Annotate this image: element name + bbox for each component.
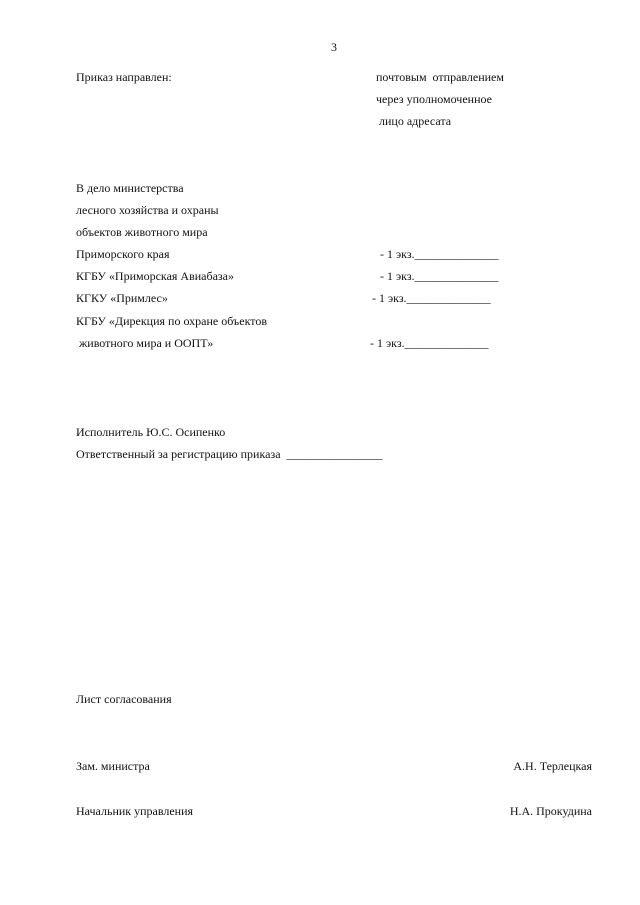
approval-role-2: Начальник управления: [76, 804, 194, 818]
recipient-line-1: В дело министерства: [76, 181, 184, 195]
recipient-line-3: объектов животного мира: [76, 225, 208, 239]
recipient-line-6: КГКУ «Примлес»: [76, 291, 168, 305]
approval-name-1: А.Н. Терлецкая: [513, 759, 592, 773]
recipient-copy-5: - 1 экз.______________: [380, 269, 499, 283]
sent-label: Приказ направлен:: [76, 70, 172, 84]
sent-method-line-1: почтовым отправлением: [376, 70, 504, 84]
approval-name-2: Н.А. Прокудина: [509, 804, 592, 818]
recipient-line-2: лесного хозяйства и охраны: [76, 203, 219, 217]
recipient-line-5: КГБУ «Приморская Авиабаза»: [76, 269, 234, 283]
approval-title: Лист согласования: [76, 692, 172, 706]
sent-method-line-2: через уполномоченное: [376, 92, 492, 106]
recipient-line-4: Приморского края: [76, 247, 170, 261]
page-number: 3: [331, 40, 337, 54]
recipient-line-8: животного мира и ООПТ»: [76, 336, 214, 350]
registration-line: Ответственный за регистрацию приказа ________________: [76, 447, 383, 461]
recipient-copy-8: - 1 экз.______________: [370, 336, 489, 350]
executor-line: Исполнитель Ю.С. Осипенко: [76, 425, 226, 439]
approval-role-1: Зам. министра: [76, 759, 150, 773]
sent-method-line-3: лицо адресата: [376, 114, 452, 128]
recipient-copy-6: - 1 экз.______________: [372, 291, 491, 305]
recipient-line-7: КГБУ «Дирекция по охране объектов: [76, 314, 267, 328]
recipient-copy-4: - 1 экз.______________: [380, 247, 499, 261]
